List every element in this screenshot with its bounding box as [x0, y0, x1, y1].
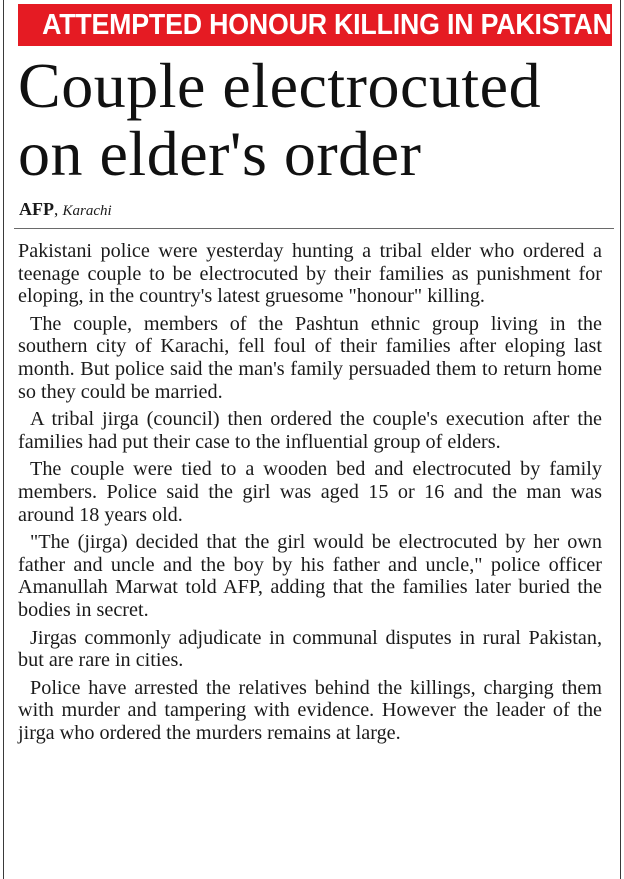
byline-separator: , [54, 200, 63, 219]
headline-line-2: on elder's order [18, 118, 422, 189]
paragraph-2: The couple, members of the Pashtun ethnic group living in the southern city of Karachi, fell foul of their families after eloping last month. But police said the man's family persuaded them to return home so they could be married. [18, 312, 602, 403]
paragraph-7: Police have arrested the relatives behind the killings, charging them with murder and tampering with evidence. However the leader of the jirga who ordered the murders remains at large. [18, 676, 602, 744]
kicker-banner: ATTEMPTED HONOUR KILLING IN PAKISTAN [18, 4, 612, 46]
byline-agency: AFP [19, 199, 54, 219]
paragraph-6: Jirgas commonly adjudicate in communal disputes in rural Pakistan, but are rare in cities. [18, 626, 602, 672]
paragraph-3: A tribal jirga (council) then ordered the couple's execution after the families had put their case to the influential group of elders. [18, 408, 602, 453]
article-body [18, 240, 602, 749]
paragraph-4: The couple were tied to a wooden bed and electrocuted by family members. Police said the girl was aged 15 or 16 and the man was around 18 years old. [18, 458, 602, 526]
paragraph-1: Pakistani police were yesterday hunting a tribal elder who ordered a teenage couple to be electrocuted by their families as punishment for eloping, in the country's latest gruesome "honour" killing. [18, 240, 602, 308]
byline [19, 199, 112, 220]
headline [18, 52, 618, 188]
headline-line-1: Couple electrocuted [18, 50, 542, 121]
left-column-rule [3, 0, 4, 879]
byline-divider [14, 228, 614, 229]
byline-place: Karachi [62, 203, 112, 219]
right-column-rule [620, 0, 621, 879]
paragraph-5: "The (jirga) decided that the girl would be electrocuted by her own father and uncle and the boy by his father and uncle," police officer Amanullah Marwat told AFP, adding that the families later buried the bodies in secret. [18, 531, 602, 621]
